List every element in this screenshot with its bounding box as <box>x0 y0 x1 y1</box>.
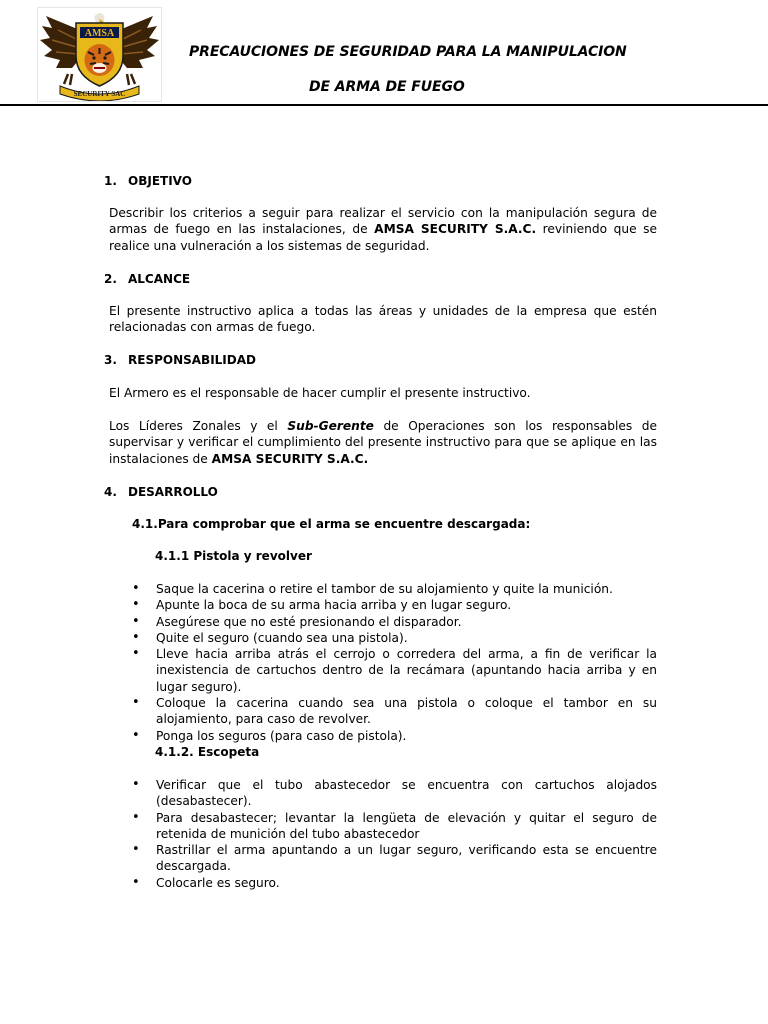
responsabilidad-text-a: Los Líderes Zonales y el <box>109 419 288 433</box>
section-number: 2. <box>104 272 117 286</box>
bullet-icon: • <box>132 842 140 858</box>
subsection-heading-4-1-1: 4.1.1 Pistola y revolver <box>155 549 312 563</box>
list-item-text: Verificar que el tubo abastecedor se encuentra con cartuchos alojados (desabastecer). <box>156 778 657 809</box>
document-header <box>0 0 768 106</box>
bullet-icon: • <box>132 581 140 596</box>
subsection-heading-4-1: 4.1.Para comprobar que el arma se encuentre descargada: <box>132 517 531 531</box>
objetivo-text-b: reviniendo que se realice una vulneración a los sistemas de seguridad. <box>109 222 657 253</box>
bullet-icon: • <box>132 809 140 825</box>
section-title: OBJETIVO <box>128 174 192 188</box>
list-item <box>132 630 657 646</box>
list-item <box>132 728 657 744</box>
bullet-icon: • <box>132 597 140 613</box>
bullet-icon: • <box>132 613 140 629</box>
section-heading-alcance <box>104 271 190 287</box>
section-heading-objetivo <box>104 173 192 189</box>
list-item <box>132 581 657 597</box>
bullet-icon: • <box>132 695 140 711</box>
pistola-revolver-bullet-list <box>132 581 657 744</box>
alcance-paragraph: El presente instructivo aplica a todas las áreas y unidades de la empresa que estén relacionadas con armas de fuego. <box>109 304 657 335</box>
logo-bottom-text: SECURITY SAC <box>73 90 126 98</box>
company-name: AMSA SECURITY S.A.C. <box>374 222 537 237</box>
document-title-line-2: DE ARMA DE FUEGO <box>309 79 465 95</box>
company-name: AMSA SECURITY S.A.C. <box>211 451 369 466</box>
objetivo-text-a: Describir los criterios a seguir para realizar el servicio con la manipulación segura de armas de fuego en las instalaciones, de <box>109 206 657 237</box>
list-item-text: Para desabastecer; levantar la lengüeta de elevación y quitar el seguro de retenida de munición del tubo abastecedor <box>156 810 657 841</box>
list-item <box>132 614 657 630</box>
responsabilidad-text-b: de Operaciones son los responsables de supervisar y verificar el cumplimiento del presente instructivo para que se aplique en las instalaciones de <box>109 419 657 466</box>
section-heading-responsabilidad <box>104 352 256 368</box>
list-item-text: Lleve hacia arriba atrás el cerrojo o corredera del arma, a fin de verificar la inexistencia de cartuchos dentro de la recámara (apuntando hacia arriba y en lugar seguro). <box>156 647 657 694</box>
bullet-icon: • <box>132 874 140 890</box>
list-item-text: Quite el seguro (cuando sea una pistola). <box>156 630 408 645</box>
section-title: ALCANCE <box>128 272 191 286</box>
section-number: 4. <box>104 485 117 499</box>
list-item-text: Ponga los seguros (para caso de pistola). <box>156 728 407 743</box>
bullet-icon: • <box>132 646 140 662</box>
sub-gerente-role: Sub-Gerente <box>287 419 374 433</box>
list-item-text: Saque la cacerina o retire el tambor de su alojamiento y quite la munición. <box>156 582 613 596</box>
list-item-text: Rastrillar el arma apuntando a un lugar seguro, verificando esta se encuentre descargada. <box>156 843 657 874</box>
section-title: DESARROLLO <box>128 485 218 499</box>
document-title-line-1: PRECAUCIONES DE SEGURIDAD PARA LA MANIPULACION <box>189 44 627 60</box>
responsabilidad-paragraph-1: El Armero es el responsable de hacer cumplir el presente instructivo. <box>109 386 531 400</box>
list-item <box>132 810 657 843</box>
section-title: RESPONSABILIDAD <box>128 353 256 367</box>
list-item <box>132 842 657 875</box>
list-item <box>132 597 657 613</box>
list-item-text: Apunte la boca de su arma hacia arriba y en lugar seguro. <box>156 598 512 613</box>
section-number: 3. <box>104 353 117 367</box>
list-item-text: Coloque la cacerina cuando sea una pistola o coloque el tambor en su alojamiento, para caso de revolver. <box>156 696 657 727</box>
bullet-icon: • <box>132 727 140 743</box>
amsa-security-logo <box>37 7 162 102</box>
escopeta-bullet-list <box>132 777 657 891</box>
bullet-icon: • <box>132 629 140 645</box>
list-item <box>132 875 657 891</box>
header-divider <box>0 104 768 106</box>
list-item <box>132 646 657 695</box>
bullet-icon: • <box>132 777 140 792</box>
list-item <box>132 695 657 728</box>
list-item-text: Colocarle es seguro. <box>156 875 280 890</box>
list-item-text: Asegúrese que no esté presionando el disparador. <box>156 614 462 629</box>
objetivo-paragraph <box>109 205 657 254</box>
responsabilidad-paragraph-2 <box>109 418 657 467</box>
section-number: 1. <box>104 174 117 188</box>
logo-top-text: AMSA <box>84 28 115 39</box>
list-item <box>132 777 657 810</box>
section-heading-desarrollo <box>104 484 218 500</box>
subsection-heading-4-1-2: 4.1.2. Escopeta <box>155 745 260 759</box>
